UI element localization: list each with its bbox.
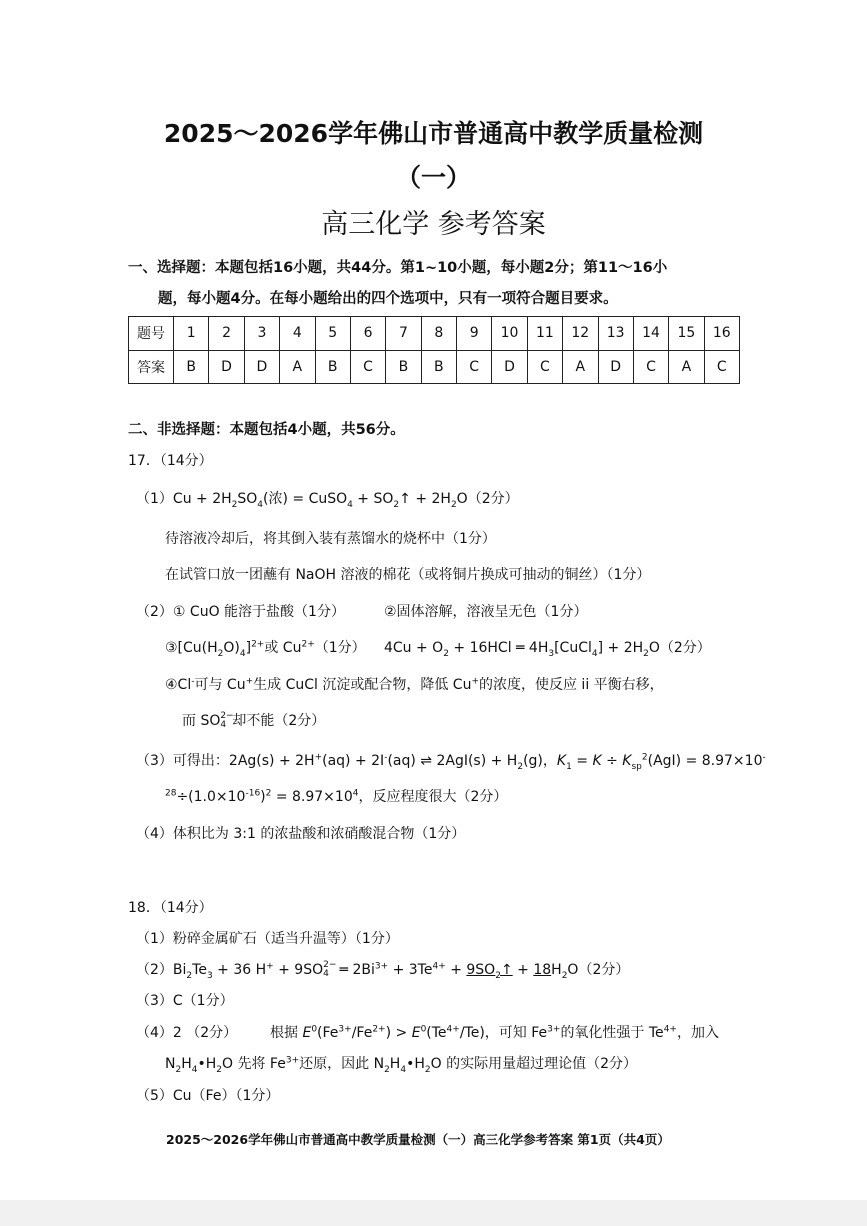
q17-part1-line2: 待溶液冷却后，将其倒入装有蒸馏水的烧杯中（1分） bbox=[165, 531, 496, 547]
table-cell: B bbox=[386, 350, 421, 384]
q17-part4: （4）体积比为 3:1 的浓盐酸和浓硝酸混合物（1分） bbox=[136, 826, 466, 842]
q18-part4-line2: $N_2H_4•H_2O$ 先将 $Fe^{3+}$还原，因此 $N_2H_4•H_2O$ 的实际用量超过理论值（2分） bbox=[165, 1055, 637, 1075]
table-cell: 13 bbox=[598, 317, 633, 351]
q18-part4-line1b: 根据 $E^0(Fe^{3+}/Fe^{2+}) > E^0(Te^{4+}/Te)$，可知 $Fe^{3+}$的氧化性强于 $Te^{4+}$，加入 bbox=[270, 1024, 719, 1041]
section1-line2: 题，每小题4分。在每小题给出的四个选项中，只有一项符合题目要求。 bbox=[158, 291, 618, 307]
table-cell: C bbox=[350, 350, 385, 384]
table-cell: A bbox=[669, 350, 704, 384]
q17-part2-line2: $③[Cu(H_2O)_4]^{2+}$或 $Cu^{2+}(1$分） bbox=[165, 639, 366, 659]
q17-part3-line1: （3）可得出：2Ag(s) + 2H+(aq) + 2I-(aq) ⇌ $2AgI(s) + H_2(g)$，$K_1 = K \div K_{sp}^2(AgI) = 8.97\times 10^-$ bbox=[136, 752, 766, 772]
q18-header: 18．（14分） bbox=[128, 900, 213, 916]
table-cell: 12 bbox=[563, 317, 598, 351]
table-cell: 7 bbox=[386, 317, 421, 351]
table-cell: 16 bbox=[704, 317, 739, 351]
table-cell: C bbox=[527, 350, 562, 384]
table-cell: C bbox=[704, 350, 739, 384]
table-cell: 3 bbox=[244, 317, 279, 351]
table-cell: D bbox=[492, 350, 527, 384]
table-cell: D bbox=[244, 350, 279, 384]
q17-part1-equation: $(1)Cu + 2H_2SO_4$(浓) = CuSO$_4$ + $SO_2↑ + 2H_2O(2$分） bbox=[136, 491, 519, 510]
table-cell: C bbox=[457, 350, 492, 384]
q17-part2-line1b: ②固体溶解，溶液呈无色（1分） bbox=[384, 604, 588, 620]
section1-line1: 一、选择题：本题包括16小题，共44分。第1~10小题，每小题2分；第11～16小 bbox=[128, 260, 668, 276]
table-cell: 8 bbox=[421, 317, 456, 351]
q17-part2-equation: $4Cu + O_2 + 16HCl$ ═ $4H_3[CuCl_4] + 2H_2O(2$分） bbox=[384, 640, 711, 659]
section2-heading: 二、非选择题：本题包括4小题，共56分。 bbox=[128, 422, 405, 438]
table-cell: D bbox=[598, 350, 633, 384]
table-cell: A bbox=[280, 350, 315, 384]
table-cell: 14 bbox=[633, 317, 668, 351]
page-subtitle: 高三化学 参考答案 bbox=[321, 209, 546, 240]
q17-part1-line3: 在试管口放一团蘸有 NaOH 溶液的棉花（或将铜片换成可抽动的铜丝）（1分） bbox=[165, 567, 651, 583]
table-cell: C bbox=[633, 350, 668, 384]
q18-part4-line1a: （4）2 （2分） bbox=[136, 1025, 238, 1041]
q18-part5: （5）Cu（Fe）（1分） bbox=[136, 1088, 280, 1104]
table-cell: 10 bbox=[492, 317, 527, 351]
table-cell: B bbox=[315, 350, 350, 384]
table-cell: A bbox=[563, 350, 598, 384]
table-row-answers bbox=[129, 350, 740, 384]
table-cell: 6 bbox=[350, 317, 385, 351]
page-footer: 2025～2026学年佛山市普通高中教学质量检测（一）高三化学参考答案 第1页（共4页） bbox=[166, 1132, 670, 1147]
q18-part1: （1）粉碎金属矿石（适当升温等）（1分） bbox=[136, 931, 399, 947]
row-label-answer: 答案 bbox=[129, 350, 174, 384]
table-cell: B bbox=[174, 350, 209, 384]
answer-table bbox=[128, 316, 740, 384]
page-title-line1: 2025～2026学年佛山市普通高中教学质量检测 bbox=[163, 119, 704, 148]
table-cell: B bbox=[421, 350, 456, 384]
q17-part2-line4: 而 SO 2− 4 却不能（2分） bbox=[182, 711, 326, 730]
table-cell: 5 bbox=[315, 317, 350, 351]
page-title-line2: （一） bbox=[395, 163, 471, 192]
table-cell: D bbox=[209, 350, 244, 384]
table-cell: 15 bbox=[669, 317, 704, 351]
table-cell: 4 bbox=[280, 317, 315, 351]
q18-part3: （3）C（1分） bbox=[136, 993, 234, 1009]
table-cell: 1 bbox=[174, 317, 209, 351]
q17-header: 17．（14分） bbox=[128, 453, 213, 469]
row-label-number: 题号 bbox=[129, 317, 174, 351]
scan-bottom-band bbox=[0, 1200, 867, 1226]
q18-part2-equation: $(2)Bi_2Te_3 + 36$ H+ + 9SO 2− 4 ═ $2Bi^{3+} + 3Te^{4+}$ + $9SO_2↑ + 18H_2O(2$分） bbox=[136, 960, 630, 981]
q17-part2-line1: （2）① CuO 能溶于盐酸（1分） bbox=[136, 604, 345, 620]
q17-part3-line2: $^{28}\div(1.0\times 10^{-16})^2 = 8.97\times 10^4$，反应程度很大（2分） bbox=[165, 788, 508, 805]
q17-part2-line3: ④Cl-可与 Cu+生成 CuCl 沉淀或配合物，降低 Cu+的浓度，使反应 ii 平衡右移， bbox=[165, 676, 664, 693]
table-cell: 9 bbox=[457, 317, 492, 351]
table-cell: 11 bbox=[527, 317, 562, 351]
table-row-numbers bbox=[129, 317, 740, 351]
table-cell: 2 bbox=[209, 317, 244, 351]
